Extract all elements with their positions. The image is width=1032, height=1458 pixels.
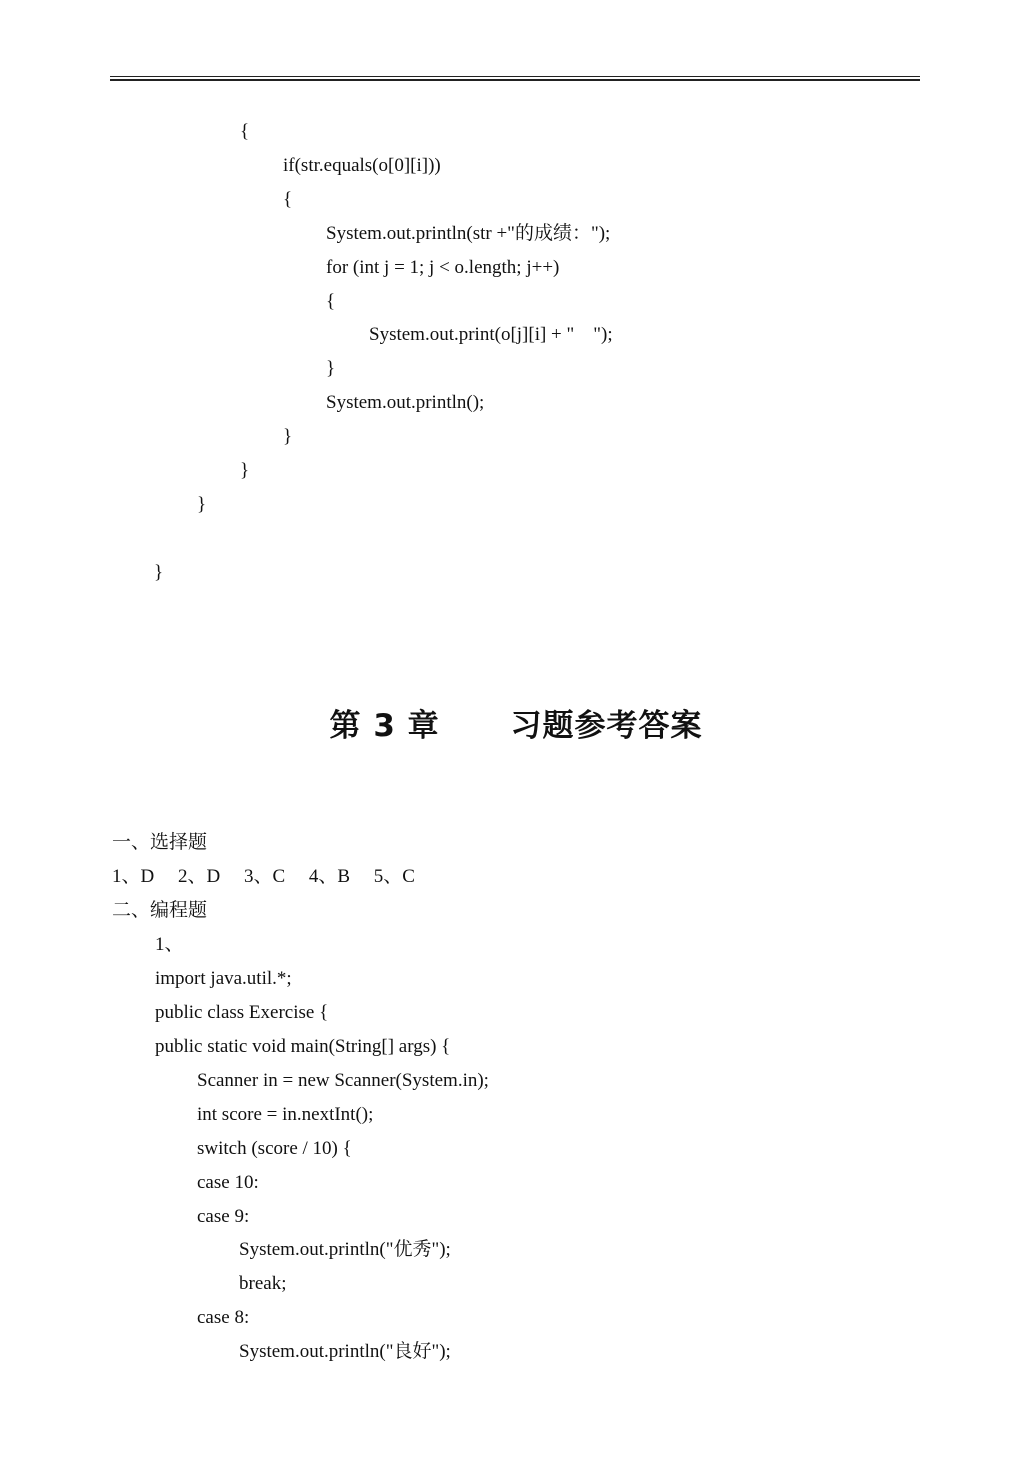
header-rule-thin bbox=[110, 76, 920, 77]
code-line: } bbox=[283, 426, 293, 447]
code-line: System.out.println("良好"); bbox=[239, 1341, 451, 1362]
section-programming-heading: 二、编程题 bbox=[112, 900, 208, 921]
code-line: } bbox=[240, 460, 250, 481]
code-line: System.out.println("优秀"); bbox=[239, 1239, 451, 1260]
code-line: case 8: bbox=[197, 1307, 250, 1328]
code-line: { bbox=[326, 291, 336, 312]
code-line: } bbox=[154, 562, 164, 583]
header-rule-thick bbox=[110, 79, 920, 81]
code-line: } bbox=[326, 358, 336, 379]
code-line: System.out.print(o[j][i] + " "); bbox=[369, 324, 613, 345]
code-line: public class Exercise { bbox=[155, 1002, 329, 1023]
choice-answers: 1、D 2、D 3、C 4、B 5、C bbox=[112, 866, 415, 887]
code-line: int score = in.nextInt(); bbox=[197, 1104, 374, 1125]
code-line: } bbox=[197, 494, 207, 515]
code-line: break; bbox=[239, 1273, 287, 1294]
code-line: System.out.println(str +"的成绩："); bbox=[326, 223, 611, 244]
code-line: { bbox=[283, 189, 293, 210]
code-line: System.out.println(); bbox=[326, 392, 485, 413]
code-line: Scanner in = new Scanner(System.in); bbox=[197, 1070, 489, 1091]
code-line: switch (score / 10) { bbox=[197, 1138, 352, 1159]
code-line: for (int j = 1; j < o.length; j++) bbox=[326, 257, 560, 278]
code-line: case 10: bbox=[197, 1172, 259, 1193]
chapter-title: 第 3 章 习题参考答案 bbox=[329, 708, 703, 744]
exercise-number: 1、 bbox=[155, 934, 184, 955]
code-line: if(str.equals(o[0][i])) bbox=[283, 155, 441, 176]
code-line: public static void main(String[] args) { bbox=[155, 1036, 451, 1057]
code-line: { bbox=[240, 121, 250, 142]
section-choice-heading: 一、选择题 bbox=[112, 832, 208, 853]
code-line: import java.util.*; bbox=[155, 968, 292, 989]
code-line: case 9: bbox=[197, 1206, 250, 1227]
